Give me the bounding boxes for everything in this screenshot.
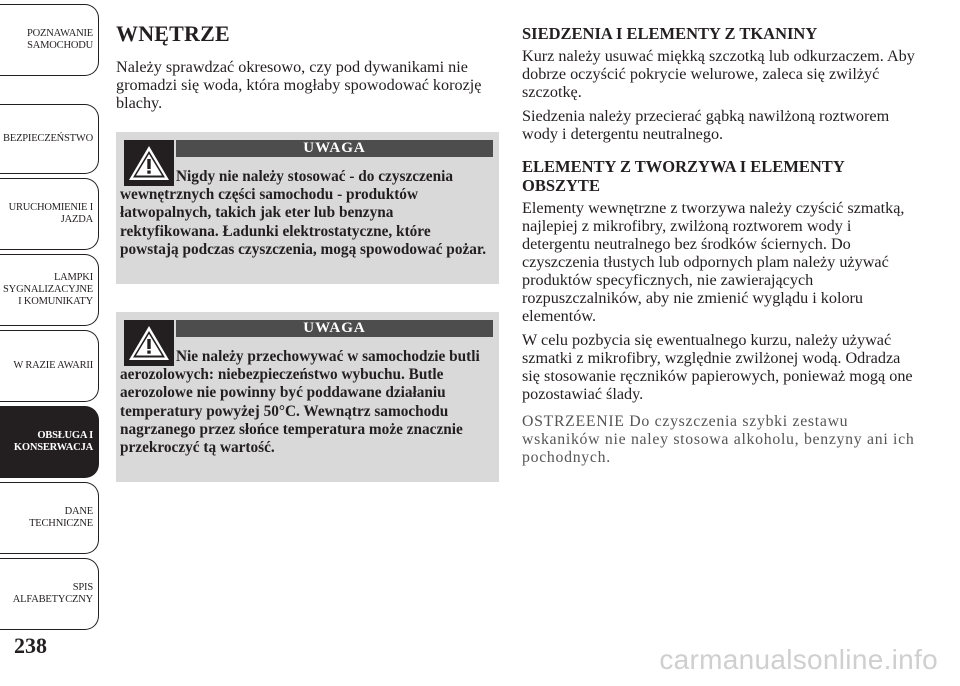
tab-label: SPIS ALFABETYCZNY <box>12 582 93 605</box>
tab-uruchomienie[interactable] <box>0 178 99 250</box>
page-number: 238 <box>14 633 47 658</box>
tab-spis[interactable] <box>0 558 99 630</box>
tab-label: LAMPKI SYGNALIZACYJNE I KOMUNIKATY <box>3 272 93 307</box>
tab-bezpieczenstwo[interactable] <box>0 104 99 174</box>
warning-box-1 <box>116 132 499 284</box>
tab-label: DANE TECHNICZNE <box>29 506 93 529</box>
warning-box-2 <box>116 312 499 482</box>
heading-tworzywa: ELEMENTY Z TWORZYWA I ELEMENTY OBSZYTE <box>522 157 845 195</box>
tab-dane[interactable] <box>0 482 99 554</box>
tab-awarie[interactable] <box>0 330 99 402</box>
tab-lampki[interactable] <box>0 254 99 326</box>
warning-heading: UWAGA <box>176 320 493 337</box>
tab-poznawanie[interactable] <box>0 4 99 76</box>
watermark: carmanualsonline.info <box>659 644 938 675</box>
tab-label: URUCHOMIENIE I JAZDA <box>8 202 93 225</box>
intro-paragraph: Należy sprawdzać okresowo, czy pod dywanikami nie gromadzi się woda, która mogłaby spowodować korozję blachy. <box>116 58 482 112</box>
section-title-wnetrze: WNĘTRZE <box>116 21 230 46</box>
seats-paragraph-1: Kurz należy usuwać miękką szczotką lub odkurzaczem. Aby dobrze oczyścić pokrycie welurowe, zaleca się zwilżyć szczotkę. <box>522 47 915 101</box>
left-column <box>116 20 499 112</box>
warning-text: Nie należy przechowywać w samochodzie butli aerozolowych: niebezpieczeństwo wybuchu. Butle aerozolowe nie powinny być poddawane działaniu temperatury powyżej 50°C. Wewnątrz samochodu nagrzanego przez słońce temperatura może znacznie przekroczyć tą wartość. <box>120 348 480 457</box>
plastic-paragraph-2: W celu pozbycia się ewentualnego kurzu, należy używać szmatki z mikrofibry, względnie zwilżonej wodą. Odradza się stosowanie ręczników papierowych, ponieważ mogą one pozostawiać ślady. <box>522 331 913 403</box>
tab-label: W RAZIE AWARII <box>13 360 93 371</box>
plastic-paragraph-1: Elementy wewnętrzne z tworzywa należy czyścić szmatką, najlepiej z mikrofibry, zwilżoną roztworem wody i detergentu neutralnego bez środków ściernych. Do czyszczenia tłustych lub odpornych plam należy używać produktów specyficznych, nie zawierających rozpuszczalników, aby nie zmienić wyglądu i koloru elementów. <box>522 199 905 325</box>
tab-label: BEZPIECZEŃSTWO <box>3 133 93 144</box>
tab-label: POZNAWANIE SAMOCHODU <box>27 28 93 51</box>
seats-paragraph-2: Siedzenia należy przecierać gąbką nawilżoną roztworem wody i detergentu neutralnego. <box>522 107 890 143</box>
tab-obsluga[interactable] <box>0 406 99 478</box>
chapter-tabs <box>0 0 100 640</box>
heading-siedzenia: SIEDZENIA I ELEMENTY Z TKANINY <box>522 24 818 43</box>
right-column <box>522 20 917 467</box>
warning-note: OSTRZEENIE Do czyszczenia szybki zestawu wskaników nie naley stosowa alkoholu, benzyny ani ich pochodnych. <box>522 413 915 466</box>
tab-label: OBSŁUGA I KONSERWACJA <box>13 430 93 453</box>
warning-heading: UWAGA <box>176 140 493 157</box>
warning-text: Nigdy nie należy stosować - do czyszczenia wewnętrznych części samochodu - produktów łatwopalnych, takich jak eter lub benzyna rektyfikowana. Ładunki elektrostatyczne, które powstają podczas czyszczenia, mogą spowodować pożar. <box>120 168 487 258</box>
